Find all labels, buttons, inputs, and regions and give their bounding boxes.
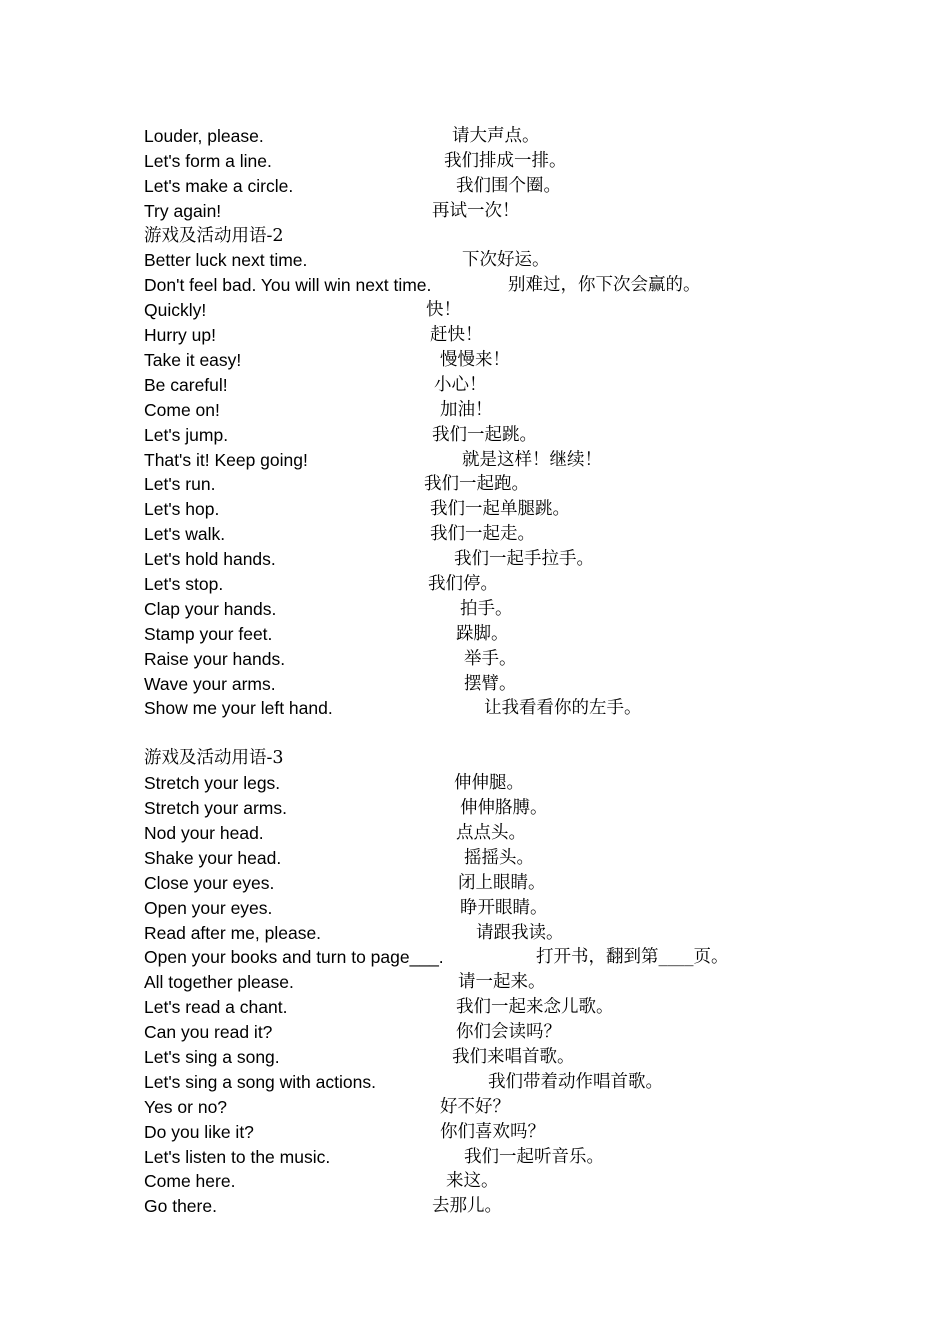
phrase-row [144,124,904,149]
phrase-row [144,1120,904,1145]
phrase-english: Quickly! [144,300,207,321]
phrase-english: Don't feel bad. You will win next time. [144,275,432,296]
phrase-row [144,1145,904,1170]
phrase-english: Better luck next time. [144,250,308,271]
phrase-row [144,622,904,647]
phrase-row [144,423,904,448]
phrase-chinese: 跺脚。 [456,623,509,644]
phrase-chinese: 摆臂。 [464,673,517,694]
phrase-chinese: 赶快！ [430,325,483,346]
phrase-english: Stretch your arms. [144,798,287,819]
phrase-row [144,796,904,821]
phrase-chinese: 你们会读吗？ [456,1022,561,1043]
phrase-chinese: 我们来唱首歌。 [452,1046,575,1067]
phrase-english: Wave your arms. [144,673,276,694]
phrase-english: That's it! Keep going! [144,449,308,470]
phrase-chinese: 再试一次！ [432,200,520,221]
phrase-chinese: 下次好运。 [462,250,550,271]
phrase-chinese: 小心！ [434,374,487,395]
section-heading [144,224,904,249]
phrase-row [144,1020,904,1045]
phrase-english: Come here. [144,1171,236,1192]
phrase-english: Stamp your feet. [144,623,273,644]
phrase-chinese: 别难过，你下次会赢的。 [508,275,701,296]
phrase-english: Let's stop. [144,574,224,595]
phrase-english: Louder, please. [144,126,264,146]
phrase-english: Hurry up! [144,325,216,346]
phrase-english: Nod your head. [144,822,264,843]
phrase-row [144,995,904,1020]
phrase-row [144,846,904,871]
phrase-row [144,1169,904,1194]
phrase-english: Be careful! [144,374,228,395]
phrase-chinese: 我们一起听音乐。 [464,1146,604,1167]
phrase-row [144,149,904,174]
section-heading-text: 游戏及活动用语-2 [144,225,284,246]
phrase-row [144,1095,904,1120]
phrase-english: Can you read it? [144,1022,273,1043]
phrase-chinese: 摇摇头。 [464,847,534,868]
phrase-english: Let's read a chant. [144,997,288,1018]
phrase-english: Open your books and turn to page___. [144,947,444,968]
phrase-row [144,174,904,199]
phrase-row [144,597,904,622]
phrase-english: Shake your head. [144,847,282,868]
phrase-row [144,970,904,995]
phrase-chinese: 我们一起来念儿歌。 [456,997,614,1018]
phrase-chinese: 来这。 [446,1171,499,1192]
phrase-chinese: 快！ [426,300,461,321]
phrase-row [144,522,904,547]
phrase-chinese: 伸伸胳膊。 [460,798,548,819]
phrase-english: Open your eyes. [144,897,273,918]
phrase-chinese: 我们带着动作唱首歌。 [488,1071,663,1092]
phrase-chinese: 去那儿。 [432,1196,502,1217]
phrase-row [144,472,904,497]
phrase-english: Let's hop. [144,499,220,520]
phrase-row [144,298,904,323]
phrase-row [144,448,904,473]
phrase-english: Let's walk. [144,524,226,545]
phrase-english: Try again! [144,200,222,221]
phrase-chinese: 让我看看你的左手。 [484,698,642,719]
phrase-chinese: 慢慢来！ [440,350,510,371]
phrase-chinese: 打开书，翻到第____页。 [536,947,729,968]
phrase-english: Let's sing a song with actions. [144,1071,376,1092]
phrase-row [144,348,904,373]
phrase-english: Let's form a line. [144,150,272,171]
phrase-english: Show me your left hand. [144,698,333,719]
phrase-english: Go there. [144,1196,217,1217]
phrase-english: Do you like it? [144,1121,254,1142]
phrase-chinese: 加油！ [440,399,493,420]
phrase-row [144,323,904,348]
phrase-english: Close your eyes. [144,872,275,893]
phrase-row [144,1045,904,1070]
section-heading [144,746,904,771]
phrase-row [144,647,904,672]
phrase-chinese: 请一起来。 [458,972,546,993]
phrase-chinese: 我们一起手拉手。 [454,549,594,570]
phrase-english: Let's make a circle. [144,175,294,196]
phrase-row [144,547,904,572]
phrase-english: Read after me, please. [144,922,322,943]
phrase-row [144,945,904,970]
phrase-row [144,398,904,423]
phrase-english: Take it easy! [144,350,242,371]
phrase-row [144,572,904,597]
blank-line [144,721,904,746]
phrase-english: Stretch your legs. [144,773,281,794]
phrase-row [144,821,904,846]
phrase-chinese: 好不好？ [440,1096,510,1117]
phrase-english: Let's listen to the music. [144,1146,331,1167]
phrase-chinese: 我们停。 [428,574,498,595]
phrase-english: All together please. [144,972,294,993]
phrase-row [144,199,904,224]
phrase-chinese: 你们喜欢吗？ [440,1121,545,1142]
phrase-chinese: 就是这样！继续！ [462,449,602,470]
phrase-row [144,373,904,398]
phrase-chinese: 请跟我读。 [476,922,564,943]
phrase-row [144,273,904,298]
phrase-chinese: 我们一起跑。 [424,474,529,495]
section-heading-text: 游戏及活动用语-3 [144,748,284,769]
phrase-row [144,921,904,946]
phrase-english: Clap your hands. [144,598,277,619]
phrase-row [144,771,904,796]
phrase-list [144,124,904,1219]
phrase-chinese: 我们围个圈。 [456,175,561,196]
phrase-english: Come on! [144,399,220,420]
phrase-row [144,248,904,273]
phrase-row [144,1070,904,1095]
phrase-chinese: 我们一起走。 [430,524,535,545]
phrase-chinese: 伸伸腿。 [454,773,524,794]
phrase-chinese: 我们一起单腿跳。 [430,499,570,520]
phrase-chinese: 点点头。 [456,822,526,843]
phrase-row [144,1194,904,1219]
phrase-row [144,896,904,921]
phrase-english: Yes or no? [144,1096,228,1117]
phrase-english: Let's sing a song. [144,1046,280,1067]
phrase-chinese: 我们一起跳。 [432,424,537,445]
phrase-row [144,871,904,896]
phrase-chinese: 睁开眼睛。 [460,897,548,918]
phrase-row [144,497,904,522]
phrase-chinese: 闭上眼睛。 [458,872,546,893]
phrase-row [144,696,904,721]
phrase-english: Let's hold hands. [144,549,276,570]
phrase-chinese: 请大声点。 [452,126,540,146]
phrase-english: Raise your hands. [144,648,286,669]
phrase-chinese: 举手。 [464,648,517,669]
phrase-english: Let's jump. [144,424,229,445]
phrase-chinese: 拍手。 [460,598,513,619]
phrase-english: Let's run. [144,474,216,495]
phrase-row [144,672,904,697]
phrase-chinese: 我们排成一排。 [444,150,567,171]
